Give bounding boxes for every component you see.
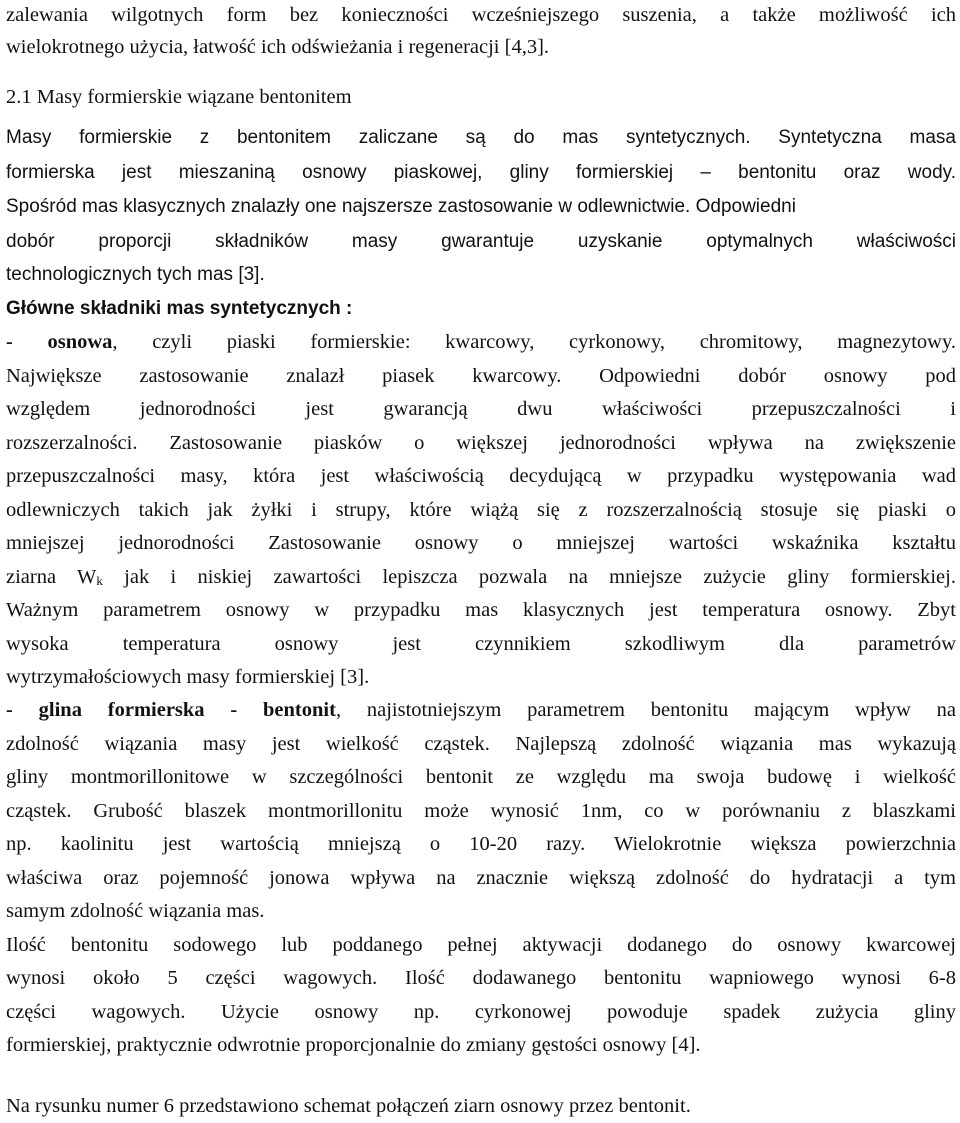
text-line: Spośród mas klasycznych znalazły one najszersze zastosowanie w odlewnictwie. Odpowiedni xyxy=(6,196,796,217)
text-line: wielokrotnego użycia, łatwość ich odświeżania i regeneracji [4,3]. xyxy=(6,36,550,58)
text-line: Masy formierskie z bentonitem zaliczane są do mas syntetycznych. Syntetyczna masa xyxy=(6,127,956,148)
text-line: dobór proporcji składników masy gwarantuje uzyskanie optymalnych właściwości xyxy=(6,231,956,252)
text-line: wynosi około 5 części wagowych. Ilość dodawanego bentonitu wapniowego wynosi 6-8 xyxy=(6,967,956,989)
text-line: samym zdolność wiązania mas. xyxy=(6,900,265,922)
text-line xyxy=(6,560,956,594)
section-heading: 2.1 Masy formierskie wiązane bentonitem xyxy=(6,86,352,108)
text-line: właściwa oraz pojemność jonowa wpływa na znacznie większą zdolność do hydratacji a tym xyxy=(6,867,956,889)
text-line: części wagowych. Użycie osnowy np. cyrkonowej powoduje spadek zużycia gliny xyxy=(6,1001,956,1023)
text-line: wytrzymałościowych masy formierskiej [3]. xyxy=(6,666,370,688)
subheading-main-components: Główne składniki mas syntetycznych : xyxy=(6,298,353,319)
text-line: gliny montmorillonitowe w szczególności bentonit ze względu ma swoja budowę i wielkość xyxy=(6,766,956,788)
text-line: Ilość bentonitu sodowego lub poddanego pełnej aktywacji dodanego do osnowy kwarcowej xyxy=(6,934,956,956)
text-line: zdolność wiązania masy jest wielkość cząstek. Najlepszą zdolność wiązania mas wykazują xyxy=(6,733,956,755)
text-line: Największe zastosowanie znalazł piasek kwarcowy. Odpowiedni dobór osnowy pod xyxy=(6,365,956,387)
text-line: wysoka temperatura osnowy jest czynnikiem szkodliwym dla parametrów xyxy=(6,633,956,655)
text-line: formierska jest mieszaniną osnowy piaskowej, gliny formierskiej – bentonitu oraz wody. xyxy=(6,162,956,183)
text-line: technologicznych tych mas [3]. xyxy=(6,264,265,285)
text-line: cząstek. Grubość blaszek montmorillonitu może wynosić 1nm, co w porównaniu z blaszkami xyxy=(6,800,956,822)
text-line: względem jednorodności jest gwarancją dwu właściwości przepuszczalności i xyxy=(6,398,956,420)
text-line: odlewniczych takich jak żyłki i strupy, które wiążą się z rozszerzalnością stosuje się piaski o xyxy=(6,499,956,521)
text-span: , najistotniejszym parametrem bentonitu mającym wpływ na xyxy=(335,699,957,721)
text-line: przepuszczalności masy, która jest właściwością decydującą w przypadku występowania wad xyxy=(6,465,956,487)
text-line: np. kaolinitu jest wartością mniejszą o 10-20 razy. Wielokrotnie większa powierzchnia xyxy=(6,833,956,855)
text-span: ziarna W xyxy=(6,566,97,588)
text-line: mniejszej jednorodności Zastosowanie osnowy o mniejszej wartości wskaźnika kształtu xyxy=(6,532,956,554)
text-span: , czyli piaski formierskie: kwarcowy, cyrkonowy, chromitowy, magnezytowy. xyxy=(112,331,956,353)
text-line: rozszerzalności. Zastosowanie piasków o większej jednorodności wpływa na zwiększenie xyxy=(6,432,956,454)
text-span: jak i niskiej zawartości lepiszcza pozwala na mniejsze zużycie gliny formierskiej. xyxy=(102,566,956,588)
text-line: zalewania wilgotnych form bez konieczności wcześniejszego suszenia, a także możliwość ich xyxy=(6,4,956,26)
term-osnowa: - osnowa xyxy=(6,331,113,353)
text-line xyxy=(6,325,956,359)
subscript-k: k xyxy=(96,573,103,588)
term-glina-bentonit: - glina formierska - bentonit xyxy=(6,699,336,721)
text-line: Ważnym parametrem osnowy w przypadku mas klasycznych jest temperatura osnowy. Zbyt xyxy=(6,599,956,621)
text-line xyxy=(6,693,956,727)
text-line: Na rysunku numer 6 przedstawiono schemat połączeń ziarn osnowy przez bentonit. xyxy=(6,1095,691,1117)
text-line: formierskiej, praktycznie odwrotnie proporcjonalnie do zmiany gęstości osnowy [4]. xyxy=(6,1034,701,1056)
